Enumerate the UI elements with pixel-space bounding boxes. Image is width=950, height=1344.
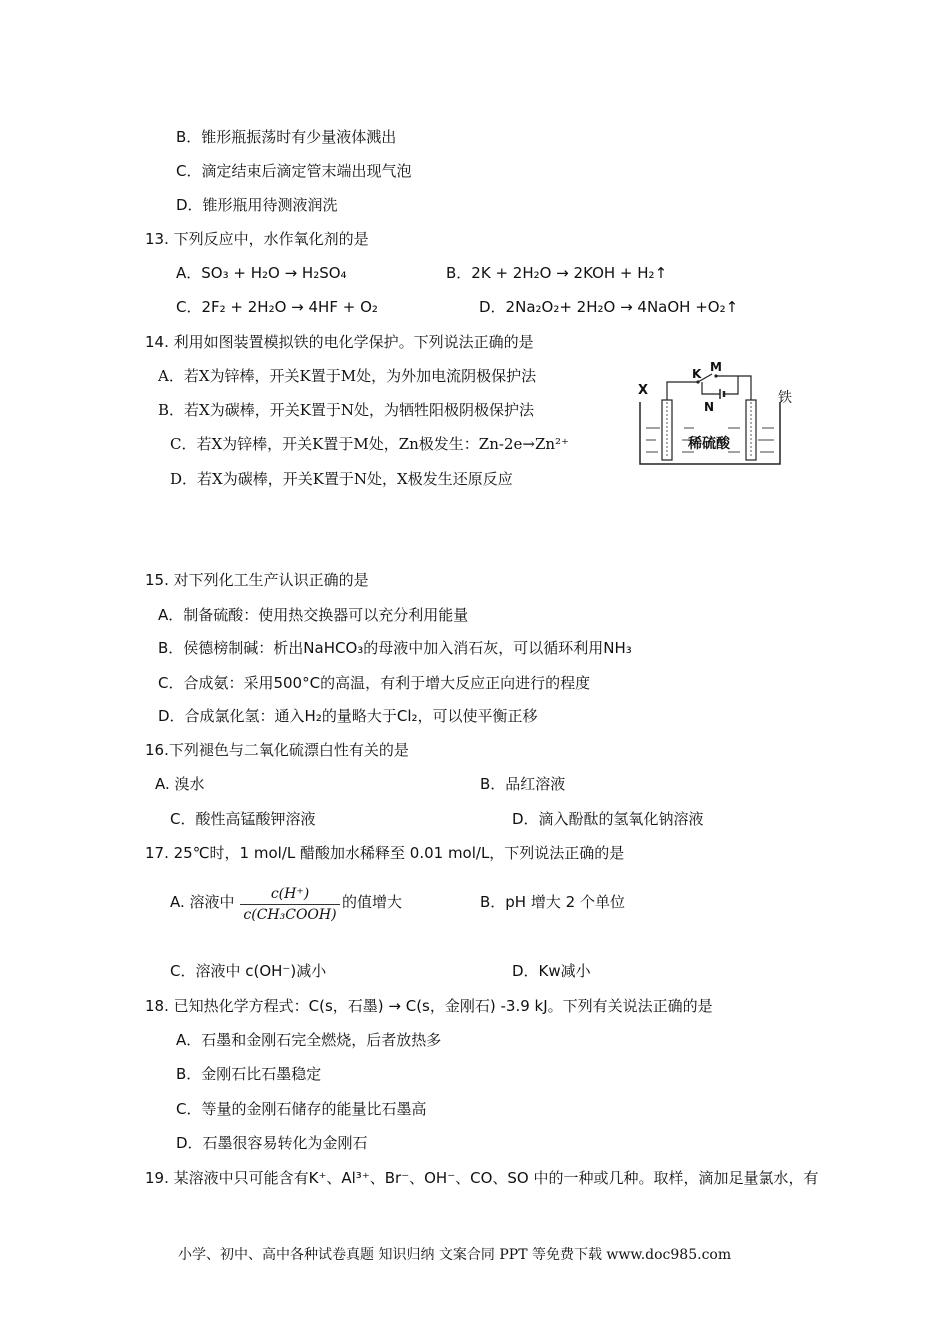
- q14-option-b: B．若X为碳棒，开关K置于N处，为牺牲阳极阴极保护法: [158, 401, 535, 419]
- q15-option-a: A．制备硫酸：使用热交换器可以充分利用能量: [158, 606, 469, 624]
- q12-option-c: C．滴定结束后滴定管末端出现气泡: [176, 162, 412, 180]
- q17-option-b: B．pH 增大 2 个单位: [480, 893, 625, 911]
- q19-stem: 19. 某溶液中只可能含有K⁺、Al³⁺、Br⁻、OH⁻、CO、SO 中的一种或几种。取样，滴加足量氯水，有: [145, 1169, 819, 1187]
- q18-stem: 18. 已知热化学方程式：C(s，石墨) → C(s，金刚石) -3.9 kJ。下列有关说法正确的是: [145, 997, 713, 1015]
- q15-option-b: B．侯德榜制碱：析出NaHCO₃的母液中加入消石灰，可以循环利用NH₃: [158, 639, 632, 657]
- figure-label-x: X: [638, 383, 649, 398]
- q14-option-a: A．若X为锌棒，开关K置于M处，为外加电流阴极保护法: [158, 367, 537, 385]
- q13-option-d: D．2Na₂O₂+ 2H₂O → 4NaOH +O₂↑: [479, 298, 739, 316]
- q17-option-d: D．Kw减小: [512, 962, 591, 980]
- q12-option-d: D．锥形瓶用待测液润洗: [176, 196, 338, 214]
- q13-option-c: C．2F₂ + 2H₂O → 4HF + O₂: [176, 298, 378, 316]
- q17-stem: 17. 25℃时，1 mol/L 醋酸加水稀释至 0.01 mol/L，下列说法正确的是: [145, 844, 625, 862]
- q17-fraction: [240, 886, 340, 923]
- figure-label-n: N: [704, 400, 715, 414]
- q14-stem: 14. 利用如图装置模拟铁的电化学保护。下列说法正确的是: [145, 333, 534, 351]
- q13-option-a: A．SO₃ + H₂O → H₂SO₄: [176, 264, 347, 282]
- q17-fraction-denominator: c(CH₃COOH): [243, 907, 337, 923]
- figure-label-m: M: [710, 362, 722, 374]
- q17-option-a-prefix: A. 溶液中: [170, 893, 235, 911]
- electrochemical-cell-figure: [632, 362, 802, 472]
- figure-label-k: K: [692, 367, 702, 381]
- q18-option-d: D．石墨很容易转化为金刚石: [176, 1134, 368, 1152]
- q15-option-c: C．合成氨：采用500°C的高温，有利于增大反应正向进行的程度: [158, 674, 591, 692]
- q15-stem: 15. 对下列化工生产认识正确的是: [145, 571, 369, 589]
- q18-option-a: A．石墨和金刚石完全燃烧，后者放热多: [176, 1031, 442, 1049]
- q12-option-b: B．锥形瓶振荡时有少量液体溅出: [176, 128, 397, 146]
- q18-option-c: C．等量的金刚石储存的能量比石墨高: [176, 1100, 427, 1118]
- q17-option-c: C．溶液中 c(OH⁻)减小: [170, 962, 327, 980]
- q18-option-b: B．金刚石比石墨稳定: [176, 1065, 322, 1083]
- q13-option-b: B．2K + 2H₂O → 2KOH + H₂↑: [446, 264, 668, 282]
- q16-stem: 16.下列褪色与二氧化硫漂白性有关的是: [145, 741, 409, 759]
- q16-option-d: D．滴入酚酞的氢氧化钠溶液: [512, 810, 704, 828]
- q16-option-c: C．酸性高锰酸钾溶液: [170, 810, 316, 828]
- q13-stem: 13. 下列反应中，水作氧化剂的是: [145, 230, 369, 248]
- q16-option-b: B．品红溶液: [480, 775, 566, 793]
- q14-option-c: C．若X为锌棒，开关K置于M处，Zn极发生：Zn-2e→Zn²⁺: [170, 435, 569, 453]
- q14-option-d: D．若X为碳棒，开关K置于N处，X极发生还原反应: [170, 470, 513, 488]
- figure-label-fe: 铁: [778, 390, 792, 406]
- page-footer: 小学、初中、高中各种试卷真题 知识归纳 文案合同 PPT 等免费下载 www.doc985.com: [178, 1247, 732, 1263]
- q17-option-a-suffix: 的值增大: [342, 893, 403, 911]
- q17-fraction-numerator: c(H⁺): [240, 886, 340, 905]
- q15-option-d: D．合成氯化氢：通入H₂的量略大于Cl₂，可以使平衡正移: [158, 707, 538, 725]
- q16-option-a: A. 溴水: [155, 775, 205, 793]
- figure-label-acid: 稀硫酸: [688, 436, 730, 452]
